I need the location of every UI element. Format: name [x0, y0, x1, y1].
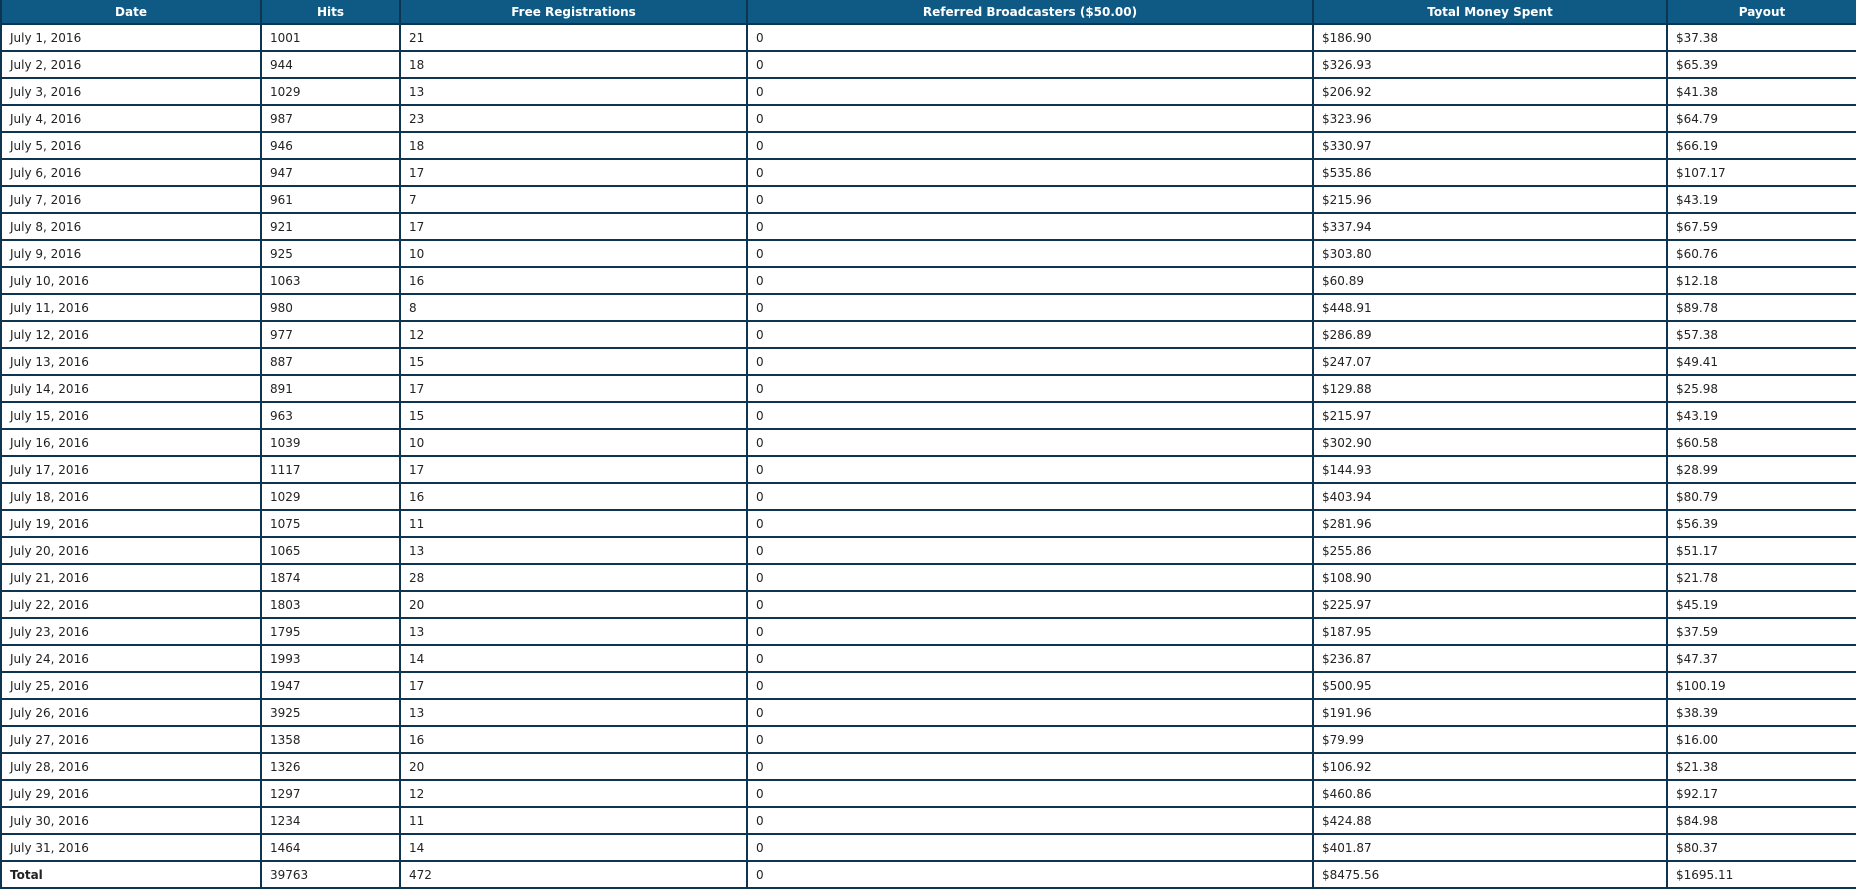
- table-row: [1, 510, 1856, 537]
- free-registrations-cell: 11: [400, 807, 747, 834]
- table-row: [1, 618, 1856, 645]
- payout-cell: $21.78: [1667, 564, 1856, 591]
- date-cell: July 2, 2016: [1, 51, 261, 78]
- table-row: [1, 591, 1856, 618]
- hits-cell: 3925: [261, 699, 400, 726]
- payout-cell: $57.38: [1667, 321, 1856, 348]
- hits-cell: 946: [261, 132, 400, 159]
- payout-cell: $56.39: [1667, 510, 1856, 537]
- total-referred-broadcasters-cell: 0: [747, 861, 1313, 888]
- hits-cell: 1029: [261, 483, 400, 510]
- payout-cell: $49.41: [1667, 348, 1856, 375]
- payout-cell: $84.98: [1667, 807, 1856, 834]
- referred-broadcasters-cell: 0: [747, 618, 1313, 645]
- free-registrations-cell: 20: [400, 753, 747, 780]
- table-row: [1, 645, 1856, 672]
- free-registrations-cell: 18: [400, 51, 747, 78]
- money-spent-cell: $323.96: [1313, 105, 1667, 132]
- date-cell: July 16, 2016: [1, 429, 261, 456]
- money-spent-cell: $401.87: [1313, 834, 1667, 861]
- hits-cell: 1803: [261, 591, 400, 618]
- free-registrations-cell: 15: [400, 348, 747, 375]
- referred-broadcasters-cell: 0: [747, 807, 1313, 834]
- referred-broadcasters-cell: 0: [747, 402, 1313, 429]
- hits-cell: 887: [261, 348, 400, 375]
- money-spent-cell: $186.90: [1313, 24, 1667, 51]
- free-registrations-cell: 7: [400, 186, 747, 213]
- payout-cell: $92.17: [1667, 780, 1856, 807]
- hits-cell: 1075: [261, 510, 400, 537]
- free-registrations-cell: 17: [400, 159, 747, 186]
- referred-broadcasters-cell: 0: [747, 24, 1313, 51]
- referred-broadcasters-cell: 0: [747, 429, 1313, 456]
- hits-cell: 1029: [261, 78, 400, 105]
- hits-cell: 1234: [261, 807, 400, 834]
- referred-broadcasters-cell: 0: [747, 645, 1313, 672]
- free-registrations-cell: 14: [400, 645, 747, 672]
- money-spent-cell: $337.94: [1313, 213, 1667, 240]
- referred-broadcasters-cell: 0: [747, 483, 1313, 510]
- date-cell: July 10, 2016: [1, 267, 261, 294]
- header-referred-broadcasters: Referred Broadcasters ($50.00): [747, 0, 1313, 24]
- date-cell: July 15, 2016: [1, 402, 261, 429]
- money-spent-cell: $535.86: [1313, 159, 1667, 186]
- table-row: [1, 834, 1856, 861]
- date-cell: July 30, 2016: [1, 807, 261, 834]
- payout-cell: $21.38: [1667, 753, 1856, 780]
- date-cell: July 19, 2016: [1, 510, 261, 537]
- referred-broadcasters-cell: 0: [747, 213, 1313, 240]
- money-spent-cell: $330.97: [1313, 132, 1667, 159]
- referred-broadcasters-cell: 0: [747, 510, 1313, 537]
- hits-cell: 963: [261, 402, 400, 429]
- money-spent-cell: $500.95: [1313, 672, 1667, 699]
- header-hits: Hits: [261, 0, 400, 24]
- hits-cell: 1039: [261, 429, 400, 456]
- referred-broadcasters-cell: 0: [747, 537, 1313, 564]
- table-row: [1, 105, 1856, 132]
- hits-cell: 925: [261, 240, 400, 267]
- money-spent-cell: $215.96: [1313, 186, 1667, 213]
- table-row: [1, 78, 1856, 105]
- money-spent-cell: $129.88: [1313, 375, 1667, 402]
- referred-broadcasters-cell: 0: [747, 834, 1313, 861]
- hits-cell: 891: [261, 375, 400, 402]
- payout-cell: $67.59: [1667, 213, 1856, 240]
- payout-cell: $60.58: [1667, 429, 1856, 456]
- payout-cell: $89.78: [1667, 294, 1856, 321]
- date-cell: July 29, 2016: [1, 780, 261, 807]
- referred-broadcasters-cell: 0: [747, 267, 1313, 294]
- hits-cell: 1063: [261, 267, 400, 294]
- hits-cell: 1874: [261, 564, 400, 591]
- money-spent-cell: $215.97: [1313, 402, 1667, 429]
- hits-cell: 961: [261, 186, 400, 213]
- referred-broadcasters-cell: 0: [747, 159, 1313, 186]
- free-registrations-cell: 17: [400, 456, 747, 483]
- money-spent-cell: $286.89: [1313, 321, 1667, 348]
- date-cell: July 11, 2016: [1, 294, 261, 321]
- free-registrations-cell: 16: [400, 483, 747, 510]
- hits-cell: 977: [261, 321, 400, 348]
- date-cell: July 18, 2016: [1, 483, 261, 510]
- payout-cell: $25.98: [1667, 375, 1856, 402]
- table-row: [1, 321, 1856, 348]
- total-payout-cell: $1695.11: [1667, 861, 1856, 888]
- table-row: [1, 753, 1856, 780]
- money-spent-cell: $448.91: [1313, 294, 1667, 321]
- hits-cell: 1947: [261, 672, 400, 699]
- referred-broadcasters-cell: 0: [747, 753, 1313, 780]
- table-row: [1, 240, 1856, 267]
- date-cell: July 22, 2016: [1, 591, 261, 618]
- free-registrations-cell: 13: [400, 78, 747, 105]
- table-row: [1, 726, 1856, 753]
- table-row: [1, 294, 1856, 321]
- payout-cell: $37.59: [1667, 618, 1856, 645]
- free-registrations-cell: 15: [400, 402, 747, 429]
- date-cell: July 12, 2016: [1, 321, 261, 348]
- table-row: [1, 780, 1856, 807]
- table-row: [1, 348, 1856, 375]
- payout-cell: $45.19: [1667, 591, 1856, 618]
- date-cell: July 20, 2016: [1, 537, 261, 564]
- referred-broadcasters-cell: 0: [747, 78, 1313, 105]
- table-row: [1, 672, 1856, 699]
- table-header: [1, 0, 1856, 24]
- money-spent-cell: $144.93: [1313, 456, 1667, 483]
- header-date: Date: [1, 0, 261, 24]
- hits-cell: 1358: [261, 726, 400, 753]
- date-cell: July 26, 2016: [1, 699, 261, 726]
- date-cell: July 25, 2016: [1, 672, 261, 699]
- header-row: [1, 0, 1856, 24]
- date-cell: July 31, 2016: [1, 834, 261, 861]
- table-row: [1, 24, 1856, 51]
- payout-cell: $100.19: [1667, 672, 1856, 699]
- table-row: [1, 132, 1856, 159]
- money-spent-cell: $79.99: [1313, 726, 1667, 753]
- payout-cell: $12.18: [1667, 267, 1856, 294]
- hits-cell: 921: [261, 213, 400, 240]
- payout-cell: $37.38: [1667, 24, 1856, 51]
- free-registrations-cell: 13: [400, 699, 747, 726]
- table-row: [1, 375, 1856, 402]
- money-spent-cell: $225.97: [1313, 591, 1667, 618]
- total-free-registrations-cell: 472: [400, 861, 747, 888]
- hits-cell: 944: [261, 51, 400, 78]
- free-registrations-cell: 14: [400, 834, 747, 861]
- referred-broadcasters-cell: 0: [747, 699, 1313, 726]
- header-free-registrations: Free Registrations: [400, 0, 747, 24]
- referred-broadcasters-cell: 0: [747, 726, 1313, 753]
- hits-cell: 1795: [261, 618, 400, 645]
- total-row: [1, 861, 1856, 888]
- payout-cell: $107.17: [1667, 159, 1856, 186]
- hits-cell: 1117: [261, 456, 400, 483]
- referred-broadcasters-cell: 0: [747, 348, 1313, 375]
- money-spent-cell: $108.90: [1313, 564, 1667, 591]
- free-registrations-cell: 13: [400, 537, 747, 564]
- date-cell: July 5, 2016: [1, 132, 261, 159]
- free-registrations-cell: 17: [400, 375, 747, 402]
- date-cell: July 17, 2016: [1, 456, 261, 483]
- date-cell: July 24, 2016: [1, 645, 261, 672]
- hits-cell: 1001: [261, 24, 400, 51]
- referred-broadcasters-cell: 0: [747, 51, 1313, 78]
- table-row: [1, 456, 1856, 483]
- free-registrations-cell: 10: [400, 240, 747, 267]
- money-spent-cell: $255.86: [1313, 537, 1667, 564]
- payout-cell: $51.17: [1667, 537, 1856, 564]
- payout-cell: $47.37: [1667, 645, 1856, 672]
- money-spent-cell: $236.87: [1313, 645, 1667, 672]
- free-registrations-cell: 13: [400, 618, 747, 645]
- table-row: [1, 213, 1856, 240]
- hits-cell: 1993: [261, 645, 400, 672]
- money-spent-cell: $281.96: [1313, 510, 1667, 537]
- free-registrations-cell: 12: [400, 780, 747, 807]
- date-cell: July 6, 2016: [1, 159, 261, 186]
- payout-cell: $43.19: [1667, 402, 1856, 429]
- money-spent-cell: $424.88: [1313, 807, 1667, 834]
- free-registrations-cell: 12: [400, 321, 747, 348]
- payout-cell: $38.39: [1667, 699, 1856, 726]
- money-spent-cell: $247.07: [1313, 348, 1667, 375]
- payout-cell: $41.38: [1667, 78, 1856, 105]
- payout-cell: $60.76: [1667, 240, 1856, 267]
- referred-broadcasters-cell: 0: [747, 186, 1313, 213]
- payout-cell: $80.79: [1667, 483, 1856, 510]
- free-registrations-cell: 16: [400, 726, 747, 753]
- date-cell: July 28, 2016: [1, 753, 261, 780]
- money-spent-cell: $460.86: [1313, 780, 1667, 807]
- referred-broadcasters-cell: 0: [747, 375, 1313, 402]
- referred-broadcasters-cell: 0: [747, 564, 1313, 591]
- date-cell: July 4, 2016: [1, 105, 261, 132]
- free-registrations-cell: 17: [400, 672, 747, 699]
- total-money-spent-cell: $8475.56: [1313, 861, 1667, 888]
- referred-broadcasters-cell: 0: [747, 132, 1313, 159]
- date-cell: July 7, 2016: [1, 186, 261, 213]
- table-row: [1, 402, 1856, 429]
- money-spent-cell: $303.80: [1313, 240, 1667, 267]
- money-spent-cell: $403.94: [1313, 483, 1667, 510]
- payout-cell: $66.19: [1667, 132, 1856, 159]
- free-registrations-cell: 10: [400, 429, 747, 456]
- free-registrations-cell: 21: [400, 24, 747, 51]
- money-spent-cell: $187.95: [1313, 618, 1667, 645]
- hits-cell: 1464: [261, 834, 400, 861]
- hits-cell: 987: [261, 105, 400, 132]
- hits-cell: 947: [261, 159, 400, 186]
- table-row: [1, 267, 1856, 294]
- hits-cell: 1326: [261, 753, 400, 780]
- referred-broadcasters-cell: 0: [747, 321, 1313, 348]
- referred-broadcasters-cell: 0: [747, 780, 1313, 807]
- table-row: [1, 159, 1856, 186]
- table-row: [1, 483, 1856, 510]
- money-spent-cell: $326.93: [1313, 51, 1667, 78]
- free-registrations-cell: 20: [400, 591, 747, 618]
- payout-cell: $80.37: [1667, 834, 1856, 861]
- table-row: [1, 537, 1856, 564]
- date-cell: July 9, 2016: [1, 240, 261, 267]
- date-cell: July 21, 2016: [1, 564, 261, 591]
- free-registrations-cell: 18: [400, 132, 747, 159]
- hits-cell: 980: [261, 294, 400, 321]
- referred-broadcasters-cell: 0: [747, 672, 1313, 699]
- money-spent-cell: $106.92: [1313, 753, 1667, 780]
- date-cell: July 23, 2016: [1, 618, 261, 645]
- date-cell: July 13, 2016: [1, 348, 261, 375]
- money-spent-cell: $60.89: [1313, 267, 1667, 294]
- money-spent-cell: $191.96: [1313, 699, 1667, 726]
- payout-cell: $43.19: [1667, 186, 1856, 213]
- total-label: Total: [1, 861, 261, 888]
- date-cell: July 1, 2016: [1, 24, 261, 51]
- free-registrations-cell: 17: [400, 213, 747, 240]
- date-cell: July 14, 2016: [1, 375, 261, 402]
- table-row: [1, 51, 1856, 78]
- date-cell: July 27, 2016: [1, 726, 261, 753]
- total-hits-cell: 39763: [261, 861, 400, 888]
- money-spent-cell: $302.90: [1313, 429, 1667, 456]
- header-payout: Payout: [1667, 0, 1856, 24]
- money-spent-cell: $206.92: [1313, 78, 1667, 105]
- header-total-money-spent: Total Money Spent: [1313, 0, 1667, 24]
- date-cell: July 8, 2016: [1, 213, 261, 240]
- referred-broadcasters-cell: 0: [747, 294, 1313, 321]
- table-row: [1, 699, 1856, 726]
- payout-cell: $64.79: [1667, 105, 1856, 132]
- referred-broadcasters-cell: 0: [747, 240, 1313, 267]
- payout-cell: $28.99: [1667, 456, 1856, 483]
- free-registrations-cell: 8: [400, 294, 747, 321]
- date-cell: July 3, 2016: [1, 78, 261, 105]
- table-row: [1, 429, 1856, 456]
- table-row: [1, 564, 1856, 591]
- hits-cell: 1297: [261, 780, 400, 807]
- referred-broadcasters-cell: 0: [747, 105, 1313, 132]
- payout-cell: $16.00: [1667, 726, 1856, 753]
- referred-broadcasters-cell: 0: [747, 456, 1313, 483]
- referred-broadcasters-cell: 0: [747, 591, 1313, 618]
- table-row: [1, 186, 1856, 213]
- payout-cell: $65.39: [1667, 51, 1856, 78]
- table-row: [1, 807, 1856, 834]
- free-registrations-cell: 23: [400, 105, 747, 132]
- free-registrations-cell: 28: [400, 564, 747, 591]
- table-body: [1, 24, 1856, 888]
- hits-cell: 1065: [261, 537, 400, 564]
- free-registrations-cell: 11: [400, 510, 747, 537]
- free-registrations-cell: 16: [400, 267, 747, 294]
